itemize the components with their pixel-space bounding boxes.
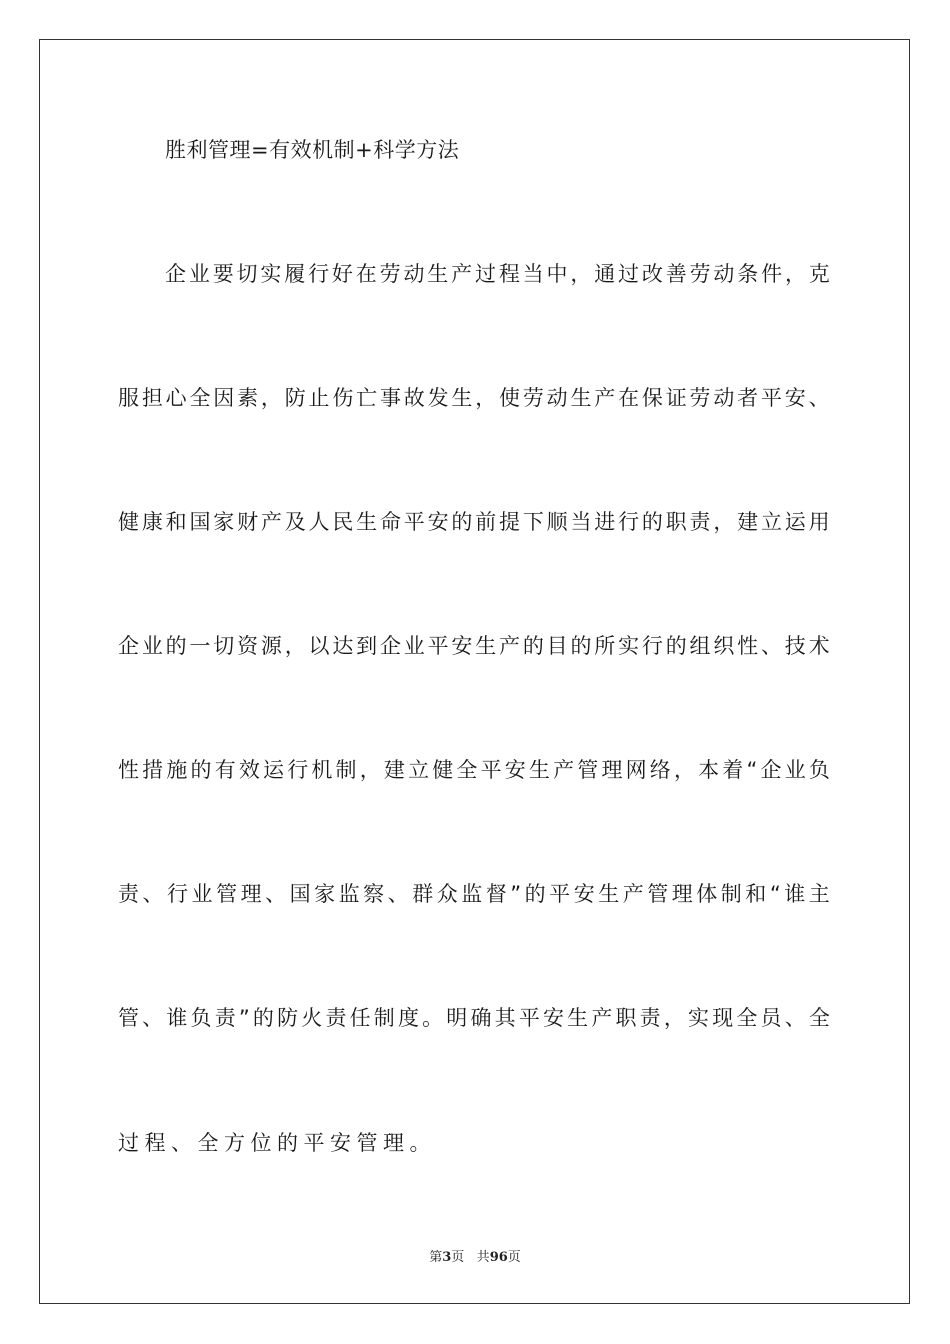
paragraph-line-7 xyxy=(118,998,830,1038)
char: 生 xyxy=(598,882,620,906)
char: 制 xyxy=(335,758,357,782)
char: 明 xyxy=(446,1006,468,1030)
char: 责 xyxy=(689,510,711,534)
char: 众 xyxy=(436,882,458,906)
char: 故 xyxy=(403,386,425,410)
char: 组 xyxy=(689,634,711,658)
char: 本 xyxy=(698,758,720,782)
char: 履 xyxy=(284,262,306,286)
char: “ xyxy=(746,758,758,782)
char: 发 xyxy=(427,386,449,410)
char: 业 xyxy=(403,634,425,658)
char: 提 xyxy=(499,510,520,534)
char: 位 xyxy=(250,1131,277,1155)
char: 谁 xyxy=(166,1006,188,1030)
char: 克 xyxy=(808,262,830,286)
char: 理 xyxy=(383,1131,410,1155)
char: 通 xyxy=(594,262,616,286)
char: 织 xyxy=(713,634,735,658)
char: 及 xyxy=(284,510,306,534)
char: 的 xyxy=(524,882,546,906)
char: 产 xyxy=(260,510,282,534)
char: 和 xyxy=(165,510,187,534)
char: 动 xyxy=(403,262,425,286)
char: 体 xyxy=(696,882,718,906)
char: 产 xyxy=(499,634,520,658)
char: 企 xyxy=(760,758,782,782)
char: 、 xyxy=(387,882,409,906)
char: 业 xyxy=(141,634,163,658)
char: ” xyxy=(510,882,522,906)
char: 其 xyxy=(494,1006,516,1030)
char: 的 xyxy=(451,510,473,534)
char: 切 xyxy=(213,634,235,658)
char: 生 xyxy=(570,386,592,410)
char: 效 xyxy=(238,758,260,782)
char: 因 xyxy=(213,386,235,410)
char: 安 xyxy=(330,1131,357,1155)
char: 络 xyxy=(649,758,671,782)
char: 防 xyxy=(284,386,306,410)
char: 责 xyxy=(639,1006,661,1030)
char: 中 xyxy=(546,262,568,286)
char: 安 xyxy=(451,634,473,658)
char: 管 xyxy=(356,1131,383,1155)
char: 管 xyxy=(577,758,599,782)
char: 善 xyxy=(665,262,687,286)
char: 责 xyxy=(214,1006,236,1030)
char: 安 xyxy=(427,510,449,534)
char: 全 xyxy=(456,758,478,782)
paragraph-line-5 xyxy=(118,750,830,790)
char: 技 xyxy=(784,634,806,658)
char: 监 xyxy=(461,882,483,906)
char: 负 xyxy=(190,1006,212,1030)
page-footer xyxy=(0,1246,950,1265)
char: 任 xyxy=(349,1006,371,1030)
char: 职 xyxy=(665,510,687,534)
char: 顺 xyxy=(546,510,568,534)
char: ， xyxy=(663,1006,685,1030)
char: 安 xyxy=(504,758,526,782)
char: 实 xyxy=(688,1006,710,1030)
char: 全 xyxy=(808,1006,830,1030)
char: 使 xyxy=(499,386,520,410)
char: 管 xyxy=(118,1006,139,1030)
char: 现 xyxy=(712,1006,734,1030)
char: 建 xyxy=(383,758,405,782)
char: 。 xyxy=(422,1006,444,1030)
char: 康 xyxy=(141,510,163,534)
char: 平 xyxy=(760,386,782,410)
char: 程 xyxy=(498,262,520,286)
char: 、 xyxy=(808,386,830,410)
char: “ xyxy=(769,882,781,906)
char: 条 xyxy=(737,262,759,286)
char: 用 xyxy=(808,510,830,534)
char: 安 xyxy=(573,882,595,906)
char: 民 xyxy=(332,510,354,534)
char: 程 xyxy=(144,1131,171,1155)
char: 动 xyxy=(713,386,735,410)
char: 行 xyxy=(308,262,330,286)
char: 当 xyxy=(522,262,544,286)
char: 在 xyxy=(618,386,640,410)
char: 平 xyxy=(549,882,571,906)
char: 产 xyxy=(553,758,575,782)
char: ， xyxy=(570,262,592,286)
footer-total-unit: 页 xyxy=(507,1250,521,1265)
char: ， xyxy=(475,386,497,410)
char: 达 xyxy=(332,634,354,658)
footer-current-page: 3 xyxy=(442,1250,452,1265)
char: 生 xyxy=(475,634,497,658)
char: 劳 xyxy=(522,386,544,410)
char: 证 xyxy=(665,386,687,410)
char: 过 xyxy=(474,262,496,286)
char: ， xyxy=(359,758,381,782)
char: 立 xyxy=(408,758,430,782)
char: 的 xyxy=(277,1131,304,1155)
char: 有 xyxy=(214,758,236,782)
section-heading: 胜利管理=有效机制+科学方法 xyxy=(165,138,460,162)
char: 理 xyxy=(240,882,262,906)
char: 监 xyxy=(338,882,360,906)
char: 止 xyxy=(308,386,330,410)
char: 的 xyxy=(665,634,687,658)
char: 亡 xyxy=(356,386,378,410)
char: 健 xyxy=(118,510,139,534)
char: 负 xyxy=(808,758,830,782)
char: 到 xyxy=(356,634,378,658)
char: 、 xyxy=(760,634,782,658)
footer-page-unit: 页 xyxy=(451,1250,465,1265)
char: 措 xyxy=(142,758,164,782)
char: 家 xyxy=(314,882,336,906)
char: 产 xyxy=(591,1006,613,1030)
char: 责 xyxy=(325,1006,347,1030)
char: 性 xyxy=(737,634,759,658)
paragraph-line-4 xyxy=(118,626,830,666)
char: 平 xyxy=(403,510,425,534)
footer-total-prefix: 共 xyxy=(476,1250,490,1265)
char: 切 xyxy=(236,262,258,286)
char: ， xyxy=(673,758,695,782)
char: 行 xyxy=(287,758,309,782)
char: 生 xyxy=(427,262,449,286)
char: 行 xyxy=(618,510,640,534)
char: 施 xyxy=(166,758,188,782)
char: 生 xyxy=(451,386,473,410)
char: 制 xyxy=(373,1006,395,1030)
char: 群 xyxy=(412,882,434,906)
char: 改 xyxy=(641,262,663,286)
char: 生 xyxy=(528,758,550,782)
char: 术 xyxy=(808,634,830,658)
paragraph-line-2 xyxy=(118,378,830,418)
char: 察 xyxy=(363,882,385,906)
char: 平 xyxy=(518,1006,540,1030)
char: 方 xyxy=(224,1131,251,1155)
char: 健 xyxy=(432,758,454,782)
char: 安 xyxy=(784,386,806,410)
page-border xyxy=(39,39,910,1304)
char: 。 xyxy=(409,1131,436,1155)
char: 行 xyxy=(641,634,663,658)
char: 防 xyxy=(277,1006,299,1030)
char: 前 xyxy=(475,510,497,534)
char: 企 xyxy=(118,634,139,658)
char: 的 xyxy=(165,634,187,658)
char: ， xyxy=(784,262,806,286)
char: 劳 xyxy=(689,386,711,410)
char: 生 xyxy=(567,1006,589,1030)
char: 全 xyxy=(189,386,211,410)
char: 要 xyxy=(212,262,234,286)
char: 责 xyxy=(118,882,139,906)
char: ” xyxy=(238,1006,250,1030)
char: 好 xyxy=(331,262,353,286)
char: 所 xyxy=(594,634,616,658)
char: ， xyxy=(713,510,735,534)
char: 的 xyxy=(252,1006,274,1030)
char: 运 xyxy=(784,510,806,534)
char: 保 xyxy=(641,386,663,410)
char: 和 xyxy=(745,882,767,906)
char: 制 xyxy=(720,882,742,906)
char: 确 xyxy=(470,1006,492,1030)
char: 、 xyxy=(784,1006,806,1030)
char: 产 xyxy=(622,882,644,906)
char: 一 xyxy=(189,634,211,658)
char: 主 xyxy=(808,882,830,906)
char: 素 xyxy=(237,386,259,410)
paragraph-line-6 xyxy=(118,874,830,914)
char: 国 xyxy=(189,510,211,534)
char: 者 xyxy=(737,386,759,410)
char: 理 xyxy=(671,882,693,906)
footer-total-pages: 96 xyxy=(489,1250,508,1265)
char: 人 xyxy=(308,510,330,534)
char: 动 xyxy=(713,262,735,286)
char: 劳 xyxy=(379,262,401,286)
char: ， xyxy=(260,386,282,410)
char: 平 xyxy=(427,634,449,658)
char: 服 xyxy=(118,386,139,410)
char: 业 xyxy=(784,758,806,782)
char: 进 xyxy=(594,510,616,534)
char: 过 xyxy=(618,262,640,286)
char: 担 xyxy=(141,386,163,410)
char: 生 xyxy=(356,510,378,534)
char: 火 xyxy=(301,1006,323,1030)
char: 、 xyxy=(142,1006,164,1030)
char: 安 xyxy=(542,1006,564,1030)
char: 目 xyxy=(546,634,568,658)
char: 家 xyxy=(213,510,235,534)
footer-prefix: 第 xyxy=(429,1250,443,1265)
char: 心 xyxy=(165,386,187,410)
paragraph-line-1 xyxy=(165,254,830,294)
char: 财 xyxy=(237,510,259,534)
char: 管 xyxy=(216,882,238,906)
char: 企 xyxy=(379,634,401,658)
char: 运 xyxy=(263,758,285,782)
char: 实 xyxy=(260,262,282,286)
char: 建 xyxy=(737,510,759,534)
char: 当 xyxy=(570,510,592,534)
char: 国 xyxy=(289,882,311,906)
char: 业 xyxy=(188,262,210,286)
char: 着 xyxy=(722,758,744,782)
char: 管 xyxy=(647,882,669,906)
char: 业 xyxy=(191,882,213,906)
char: 、 xyxy=(171,1131,198,1155)
char: 性 xyxy=(118,758,139,782)
char: 员 xyxy=(760,1006,782,1030)
char: 源 xyxy=(260,634,282,658)
char: 全 xyxy=(197,1131,224,1155)
char: 动 xyxy=(546,386,568,410)
char: 、 xyxy=(265,882,287,906)
char: 劳 xyxy=(689,262,711,286)
char: 立 xyxy=(760,510,782,534)
char: 度 xyxy=(397,1006,419,1030)
char: 行 xyxy=(167,882,189,906)
char: 机 xyxy=(311,758,333,782)
char: 下 xyxy=(522,510,544,534)
char: 实 xyxy=(618,634,640,658)
char: 职 xyxy=(615,1006,637,1030)
char: 的 xyxy=(190,758,212,782)
char: 以 xyxy=(308,634,330,658)
char: 产 xyxy=(594,386,616,410)
char: 理 xyxy=(601,758,623,782)
char: 全 xyxy=(736,1006,758,1030)
char: 督 xyxy=(485,882,507,906)
char: 命 xyxy=(379,510,401,534)
char: 资 xyxy=(237,634,259,658)
char: 企 xyxy=(165,262,186,286)
char: 件 xyxy=(761,262,783,286)
char: 产 xyxy=(451,262,473,286)
char: 谁 xyxy=(784,882,806,906)
char: 、 xyxy=(142,882,164,906)
char: 事 xyxy=(379,386,401,410)
char: 的 xyxy=(570,634,592,658)
char: 在 xyxy=(355,262,377,286)
char: ， xyxy=(284,634,306,658)
char: 网 xyxy=(625,758,647,782)
char: 平 xyxy=(303,1131,330,1155)
paragraph-line-8 xyxy=(118,1123,830,1163)
char: 伤 xyxy=(332,386,354,410)
char: 过 xyxy=(118,1131,145,1155)
char: 的 xyxy=(641,510,663,534)
char: 的 xyxy=(522,634,544,658)
char: 平 xyxy=(480,758,502,782)
paragraph-line-3 xyxy=(118,502,830,542)
